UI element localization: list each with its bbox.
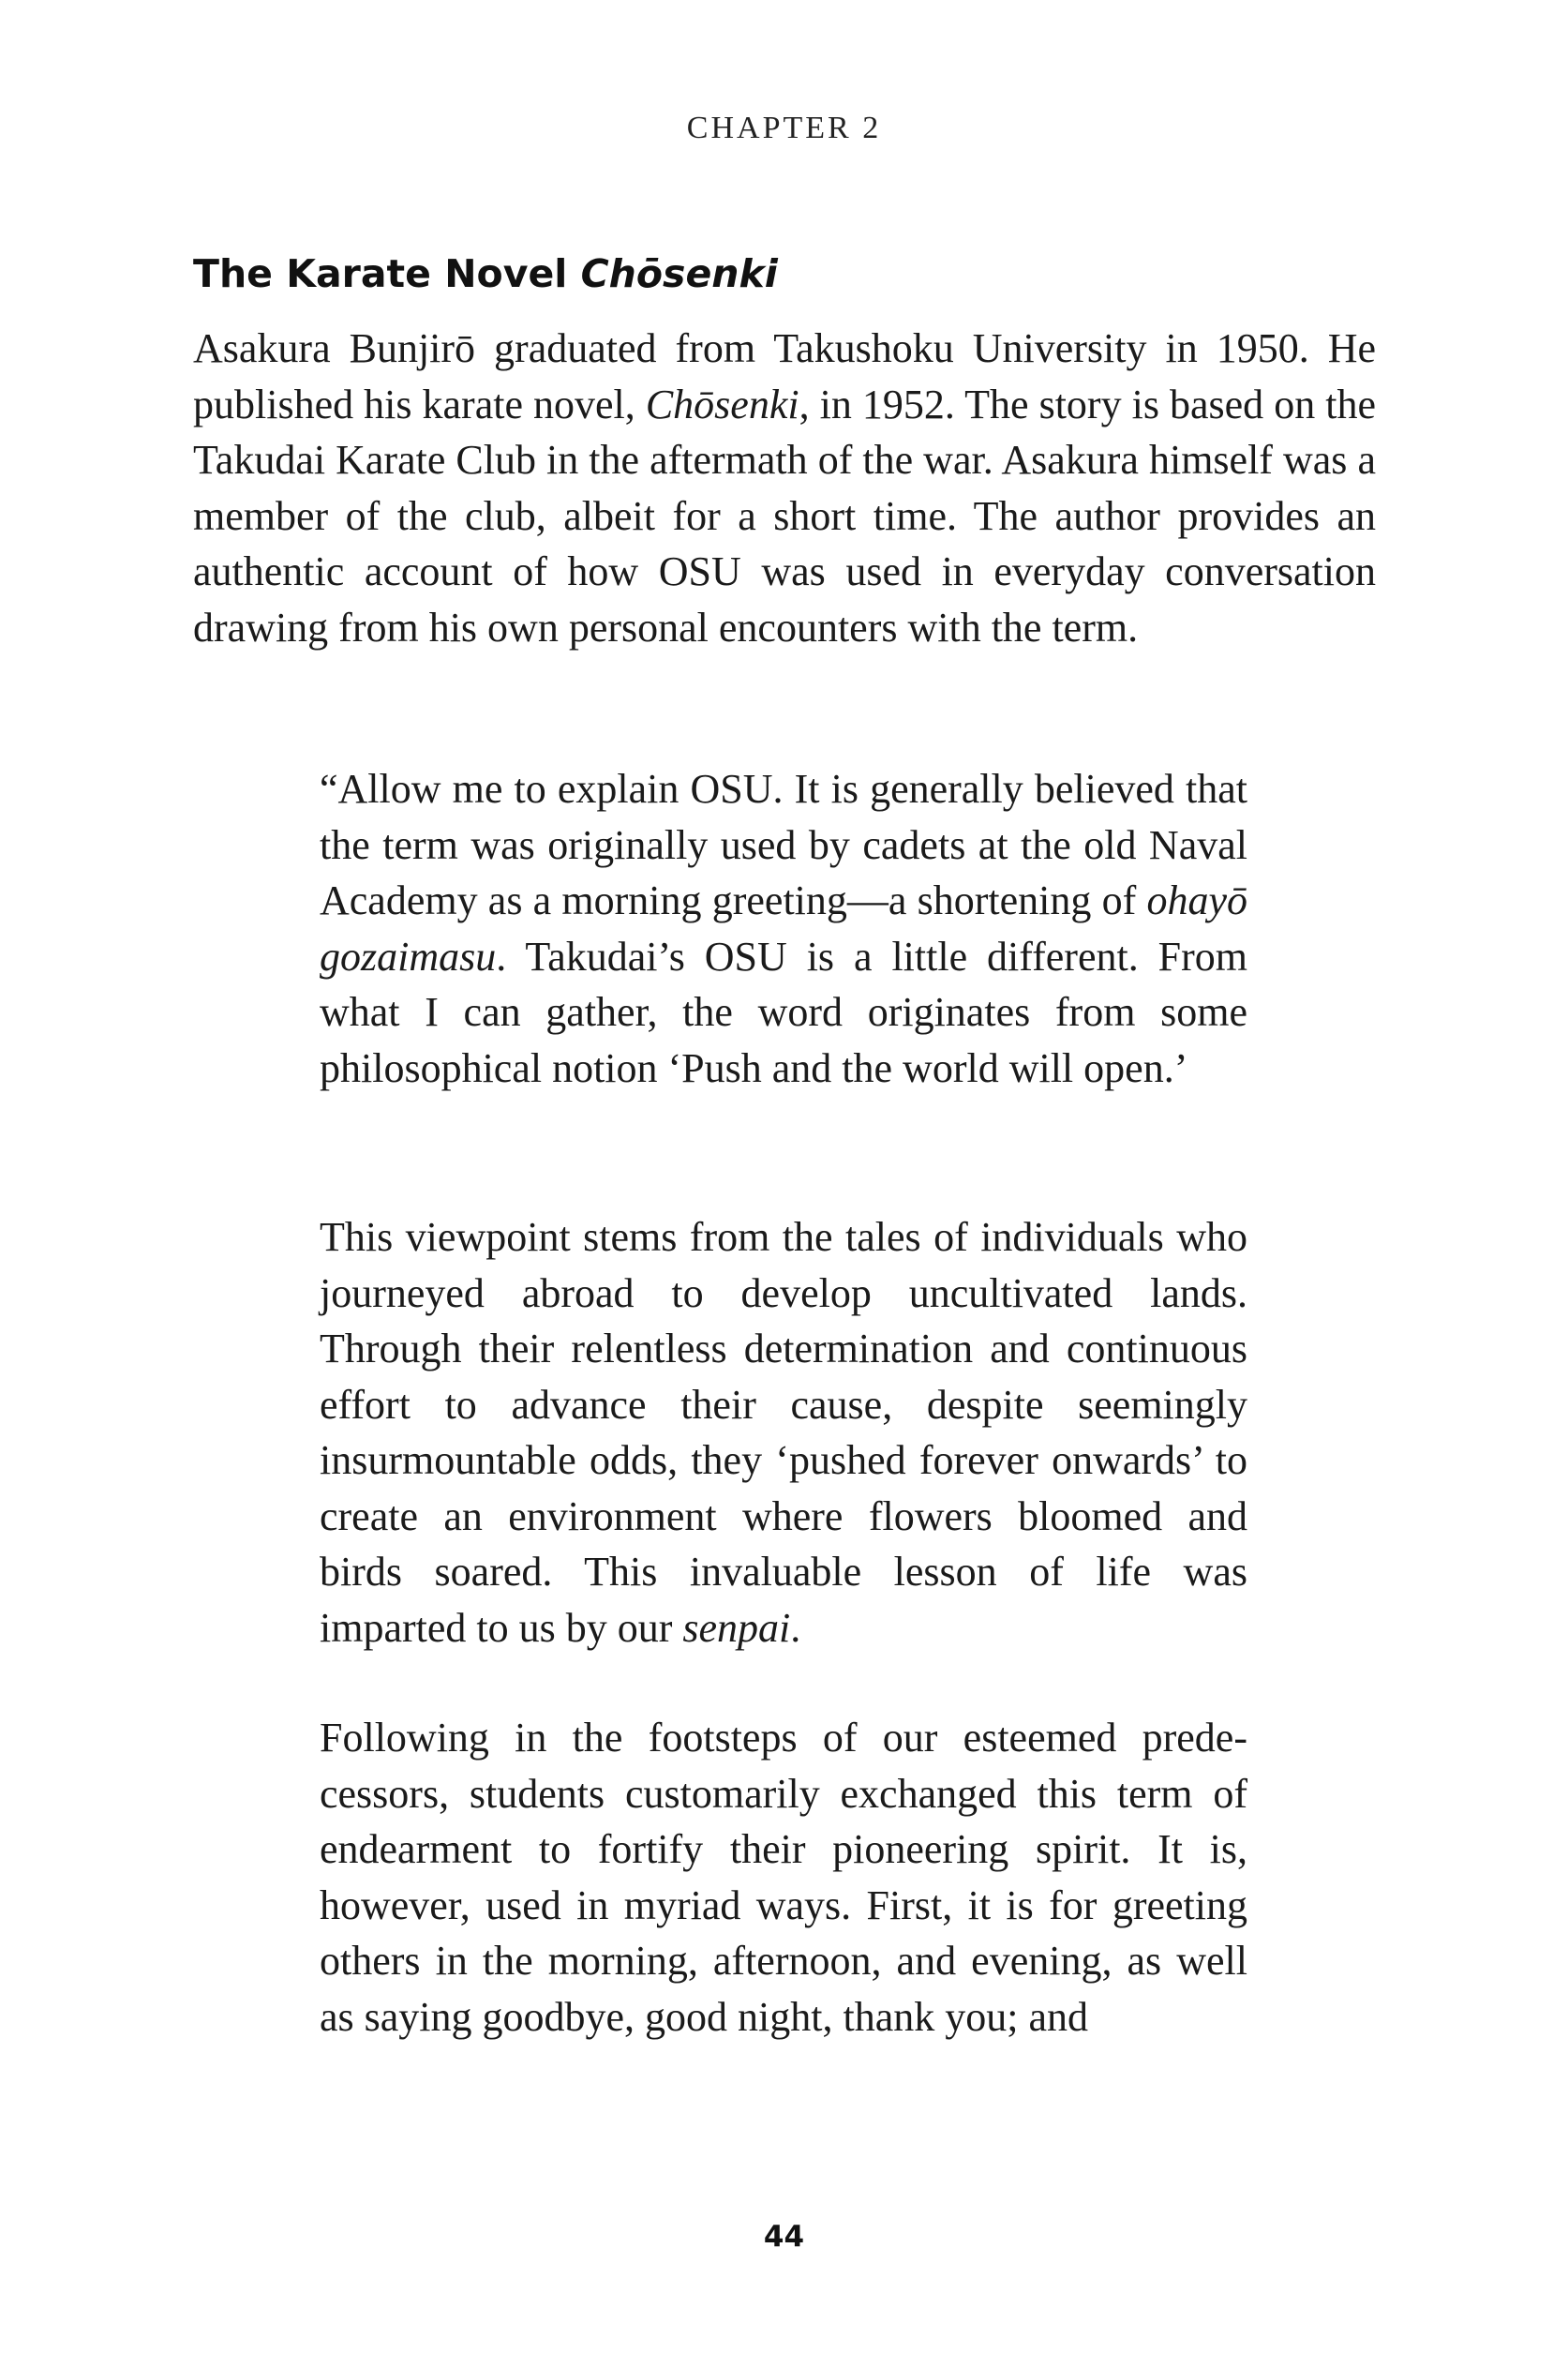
quote-text-part: “Allow me to explain OSU. It is generally believed that the term was originally used by cadets at the old Naval Academy as a morning greeting—a shortening of — [320, 766, 1247, 923]
page-number: 44 — [763, 2220, 805, 2254]
block-quote-paragraph-1 — [320, 761, 1247, 1096]
block-quote-paragraph-2 — [320, 1209, 1247, 1656]
section-heading — [193, 251, 778, 296]
quote-paragraph — [320, 761, 1247, 1096]
quote-paragraph — [320, 1209, 1247, 1656]
body-text-part: , in 1952. The story is based on the Takudai Karate Club in the aftermath of the war. Asakura himself was a member of the club, albeit for a short time. The author provides an authentic account of how OSU was used in everyday conversation drawing from his own personal encounters with the term. — [193, 381, 1377, 651]
body-text-part: Asakura Bunjirō graduated from Takushoku University in 1950. He published his karate novel, — [193, 325, 1376, 427]
quote-paragraph: Following in the footsteps of our esteemed predecessors, students customarily exchanged this term of endearment to fortify their pioneering spirit. It is, however, used in myriad ways. First, it is for greeting others in the morning, afternoon, and evening, as well as saying goodbye, good night, thank you; and — [320, 1715, 1247, 2040]
japanese-term-italic: senpai — [682, 1604, 791, 1651]
block-quote-paragraph-3 — [320, 1710, 1247, 2045]
japanese-term-italic: ohayō gozaimasu — [320, 877, 1247, 980]
novel-title-italic: Chōsenki — [645, 381, 799, 427]
body-paragraph — [193, 321, 1376, 655]
quote-text-part: . — [790, 1604, 801, 1651]
quote-text-part: This viewpoint stems from the tales of individuals who journeyed abroad to develop uncultivated lands. Through their relentless determination and continuous effort to advance their cause, despite seemingly insurmountable odds, they ‘pushed forever onwards’ to create an environment where flowers bloomed and birds soared. This invaluable lesson of life was imparted to us by our — [320, 1214, 1247, 1651]
section-heading-title-italic: Chōsenki — [580, 251, 778, 296]
section-heading-text: The Karate Novel — [193, 251, 581, 296]
running-head: CHAPTER 2 — [686, 111, 882, 145]
quote-text-part: . Takudai’s OSU is a little different. From what I can gather, the word originates from some philosophical notion ‘Push and the world will open.’ — [320, 933, 1247, 1091]
